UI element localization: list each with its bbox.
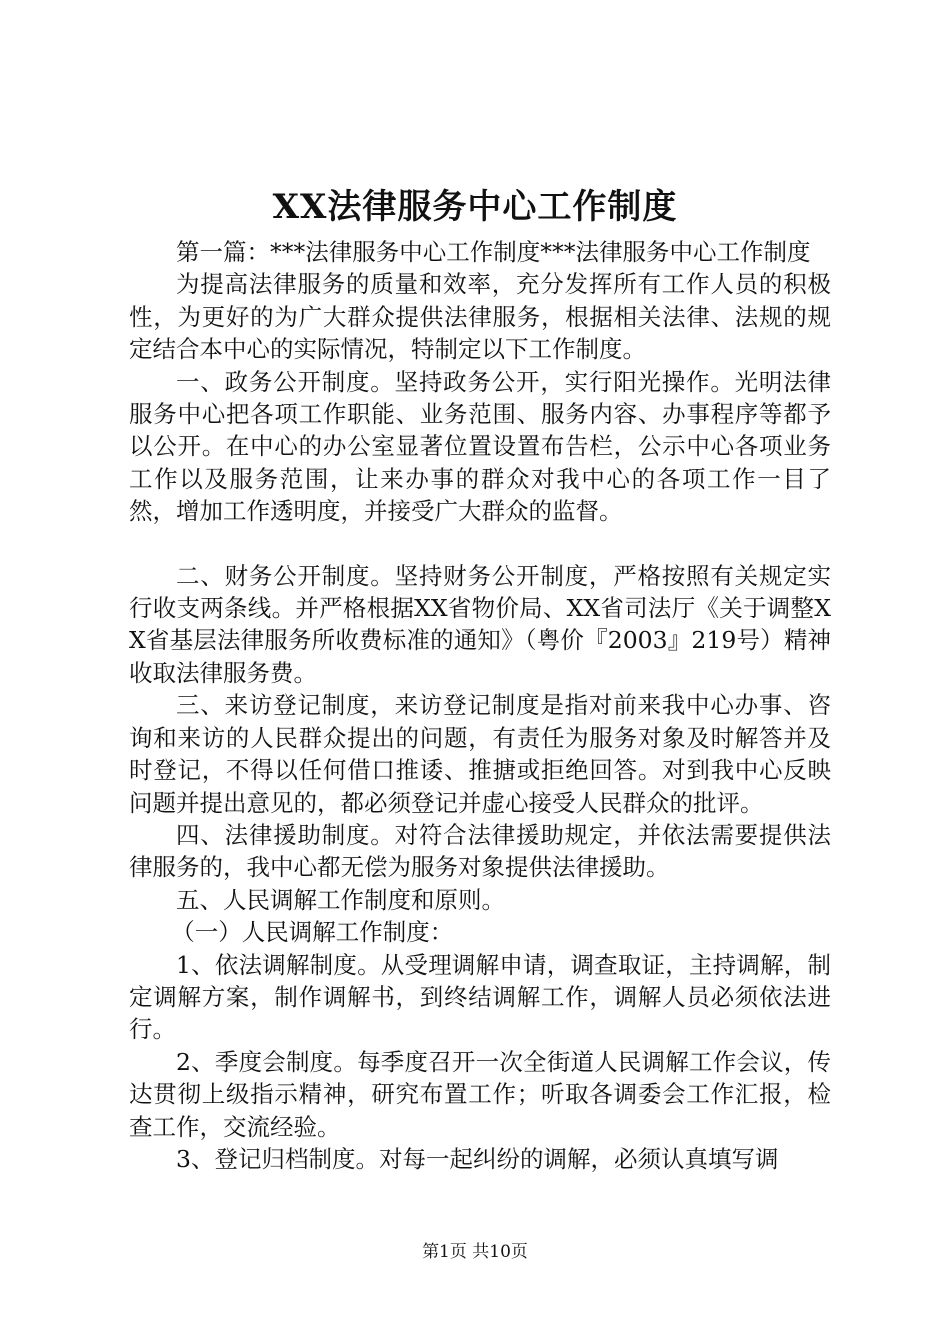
paragraph-part-heading: 第一篇：***法律服务中心工作制度***法律服务中心工作制度 [176, 238, 811, 266]
paragraph-mediation-item-3: 3、登记归档制度。对每一起纠纷的调解，必须认真填写调 [176, 1144, 779, 1173]
paragraph-intro: 为提高法律服务的质量和效率，充分发挥所有工作人员的积极性，为更好的为广大群众提供法律服务，根据相关法律、法规的规定结合本中心的实际情况，特制定以下工作制度。 [129, 270, 831, 364]
paragraph-mediation-item-2: 2、季度会制度。每季度召开一次全街道人民调解工作会议，传达贯彻上级指示精神，研究布置工作；听取各调委会工作汇报，检查工作，交流经验。 [129, 1047, 831, 1141]
document-title: XX法律服务中心工作制度 [272, 187, 678, 227]
paragraph-government-affairs: 一、政务公开制度。坚持政务公开，实行阳光操作。光明法律服务中心把各项工作职能、业务范围、服务内容、办事程序等都予以公开。在中心的办公室显著位置设置布告栏，公示中心各项业务工作以及服务范围，让来办事的群众对我中心的各项工作一目了然，增加工作透明度，并接受广大群众的监督。 [129, 367, 831, 526]
paragraph-mediation-item-1: 1、依法调解制度。从受理调解申请，调查取证，主持调解，制定调解方案，制作调解书，到终结调解工作，调解人员必须依法进行。 [129, 950, 831, 1044]
paragraph-finance: 二、财务公开制度。坚持财务公开制度，严格按照有关规定实行收支两条线。并严格根据XX省物价局、XX省司法厅《关于调整XX省基层法律服务所收费标准的通知》（粤价『2003』219号）精神收取法律服务费。 [129, 561, 831, 687]
paragraph-mediation-heading: 五、人民调解工作制度和原则。 [176, 885, 505, 914]
paragraph-visit-registration: 三、来访登记制度，来访登记制度是指对前来我中心办事、咨询和来访的人民群众提出的问题，有责任为服务对象及时解答并及时登记，不得以任何借口推诿、推搪或拒绝回答。对到我中心反映问题并提出意见的，都必须登记并虚心接受人民群众的批评。 [129, 691, 831, 817]
document-body [129, 236, 831, 1175]
paragraph-legal-aid: 四、法律援助制度。对符合法律援助规定，并依法需要提供法律服务的，我中心都无偿为服务对象提供法律援助。 [129, 820, 831, 882]
paragraph-mediation-subheading: （一）人民调解工作制度： [171, 918, 454, 947]
page-number-footer: 第1页 共10页 [422, 1242, 528, 1262]
